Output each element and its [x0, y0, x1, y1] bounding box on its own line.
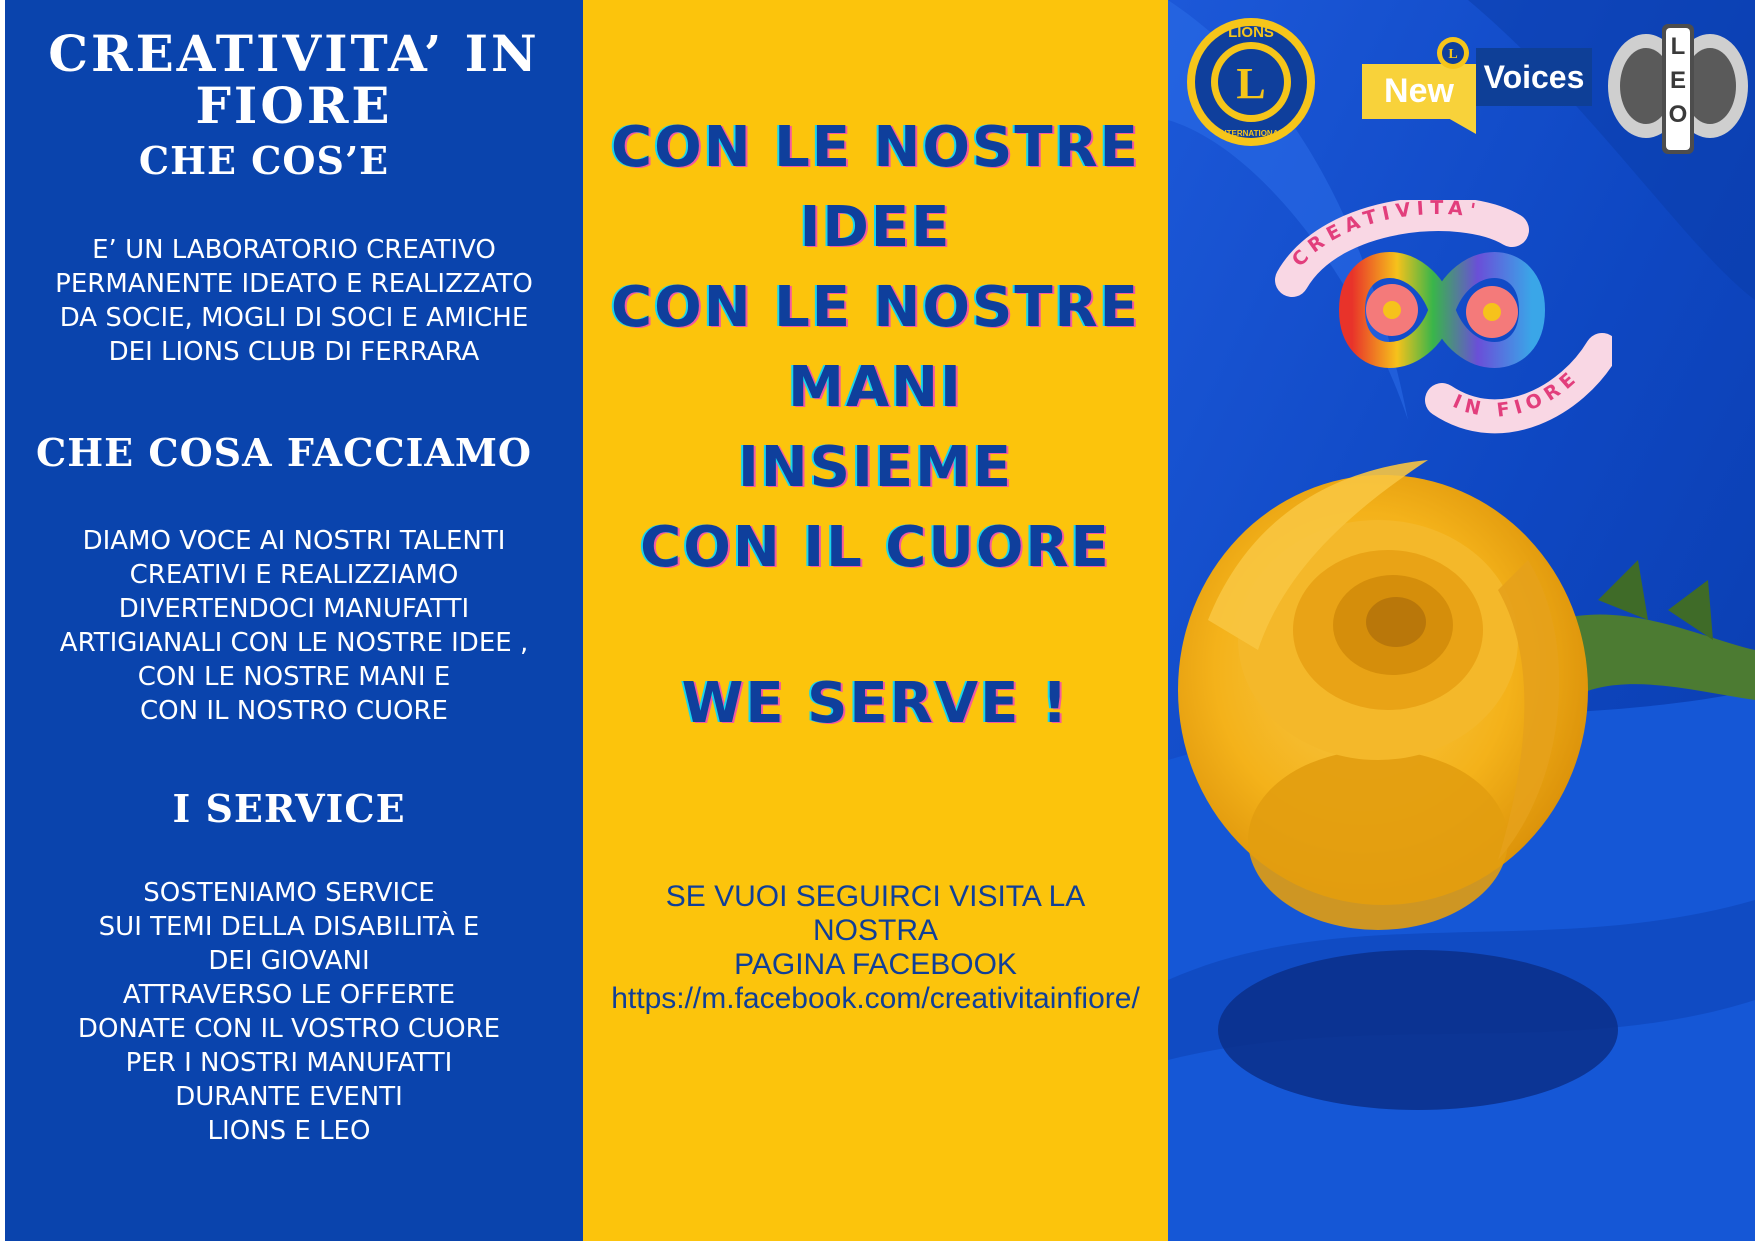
speech-tail-icon [1448, 118, 1478, 134]
section-heading-service: I SERVICE [172, 786, 406, 831]
svg-text:IN FIORE [1450, 365, 1584, 422]
svg-text:L: L [1670, 33, 1686, 60]
leo-logo-icon [1608, 24, 1748, 154]
mini-lions-icon [1436, 36, 1470, 70]
lions-logo-letter: L [1236, 59, 1266, 108]
section-text-what-is: E’ UN LABORATORIO CREATIVO PERMANENTE IDEATO E REALIZZATO DA SOCIE, MOGLI DI SOCI E AMICHE DEI LIONS CLUB DI FERRARA [55, 235, 533, 367]
svg-text:O: O [1668, 101, 1688, 128]
middle-panel [583, 0, 1168, 1241]
left-panel [5, 0, 583, 1241]
emblem-top-arc: CREATIVITA' [1287, 200, 1484, 272]
new-voices-new: New [1362, 64, 1476, 119]
emblem-bottom-arc: IN FIORE [1449, 364, 1585, 422]
svg-text:E: E [1669, 67, 1687, 94]
section-text-service: SOSTENIAMO SERVICE SUI TEMI DELLA DISABILITÀ E DEI GIOVANI ATTRAVERSO LE OFFERTE DONATE CON IL VOSTRO CUORE PER I NOSTRI MANUFATTI DURANTE EVENTI LIONS E LEO [77, 878, 501, 1146]
lions-logo-bottom-text: INTERNATIONAL [1218, 129, 1284, 138]
we-serve-motto: WE SERVE ! [681, 671, 1070, 736]
right-panel [1168, 0, 1755, 1241]
lions-logo-icon [1182, 10, 1320, 155]
facebook-link[interactable]: https://m.facebook.com/creativitainfiore/ [611, 982, 1140, 1015]
lions-logo-top-text: LIONS [1228, 24, 1274, 41]
svg-text:L: L [1448, 47, 1458, 62]
new-voices-voices: Voices [1476, 48, 1592, 106]
slogan-text: CON LE NOSTRE IDEE CON LE NOSTRE MANI INSIEME CON IL CUORE [611, 115, 1140, 580]
emblem-flower-right-icon [1466, 286, 1518, 338]
section-text-what-we-do: DIAMO VOCE AI NOSTRI TALENTI CREATIVI E REALIZZIAMO DIVERTENDOCI MANUFATTI ARTIGIANALI CON LE NOSTRE IDEE , CON LE NOSTRE MANI E CON IL NOSTRO CUORE [59, 526, 529, 726]
emblem-flower-left-icon [1366, 284, 1418, 336]
section-heading-what-is: CHE COS’E [138, 138, 390, 183]
section-heading-what-we-do: CHE COSA FACCIAMO [36, 430, 532, 475]
background-photo [1168, 0, 1755, 1241]
brochure-title: CREATIVITA’ IN FIORE [48, 24, 540, 135]
infinity-flower-emblem-icon [1272, 200, 1612, 440]
facebook-follow-text: SE VUOI SEGUIRCI VISITA LA NOSTRA PAGINA FACEBOOK [665, 880, 1086, 981]
